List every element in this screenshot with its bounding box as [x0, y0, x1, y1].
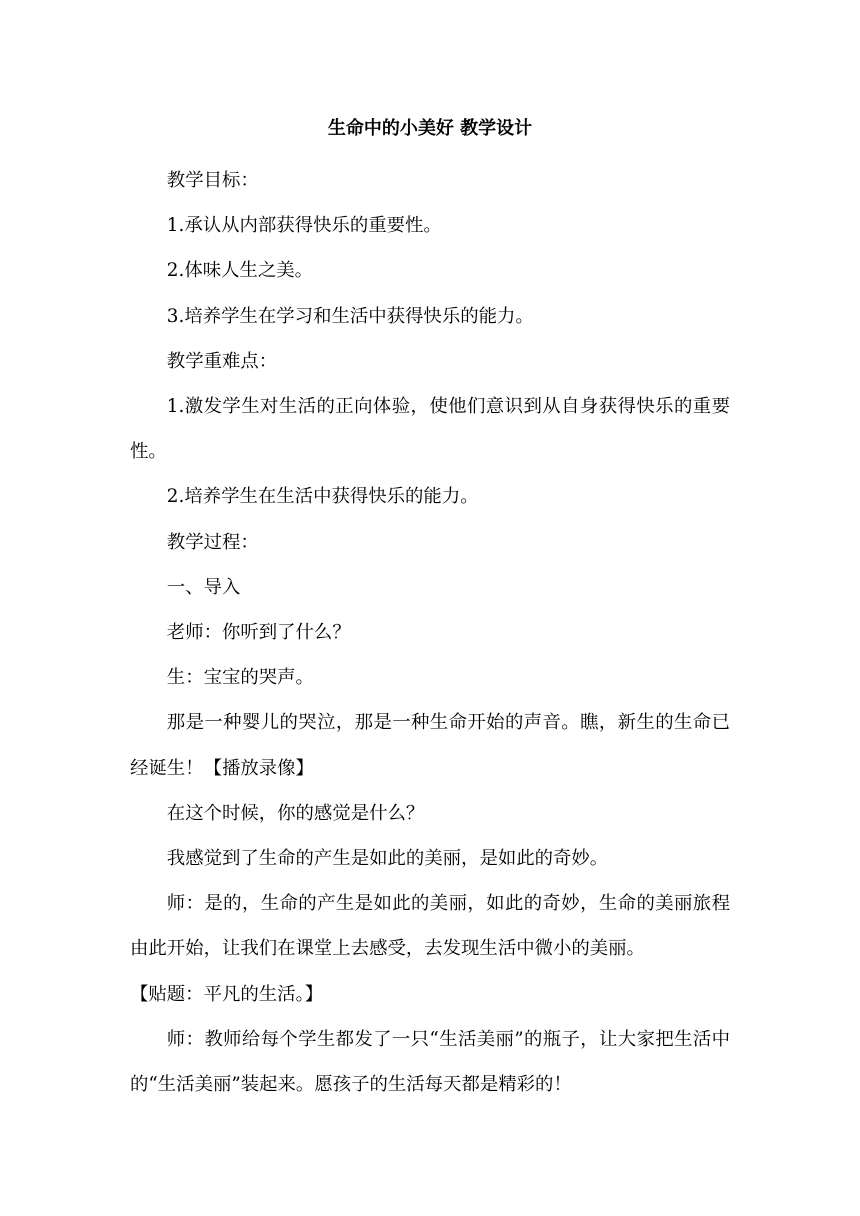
paragraph: 3.培养学生在学习和生活中获得快乐的能力。	[166, 305, 534, 327]
paragraph: 在这个时候，你的感觉是什么？	[166, 802, 425, 824]
paragraph: 我感觉到了生命的产生是如此的美丽，是如此的奇妙。	[166, 848, 609, 870]
paragraph: 1.激发学生对生活的正向体验，使他们意识到从自身获得快乐的重要性。	[130, 396, 730, 463]
paragraph: 1.承认从内部获得快乐的重要性。	[166, 215, 442, 237]
paragraph: 2.培养学生在生活中获得快乐的能力。	[166, 486, 479, 508]
paragraph: 2.体味人生之美。	[166, 260, 314, 282]
paragraph: 教学目标：	[166, 170, 259, 191]
paragraph: 教学过程：	[166, 531, 259, 553]
paragraph: 一、导入	[166, 576, 241, 598]
paragraph: 老师：你听到了什么？	[166, 622, 351, 644]
paragraph: 【贴题：平凡的生活。】	[130, 983, 324, 1005]
paragraph: 生：宝宝的哭声。	[166, 667, 314, 689]
paragraph: 师：教师给每个学生都发了一只“生活美丽”的瓶子，让大家把生活中的“生活美丽”装起来。愿孩子的生活每天都是精彩的！	[130, 1028, 730, 1096]
document-title: 生命中的小美好 教学设计	[327, 118, 533, 139]
paragraph: 师：是的，生命的产生是如此的美丽，如此的奇妙，生命的美丽旅程由此开始，让我们在课堂上去感受，去发现生活中微小的美丽。	[130, 893, 730, 960]
paragraph: 那是一种婴儿的哭泣，那是一种生命开始的声音。瞧，新生的生命已经诞生！【播放录像】	[130, 712, 730, 779]
paragraph: 教学重难点：	[166, 350, 278, 372]
document-body	[130, 158, 730, 1107]
